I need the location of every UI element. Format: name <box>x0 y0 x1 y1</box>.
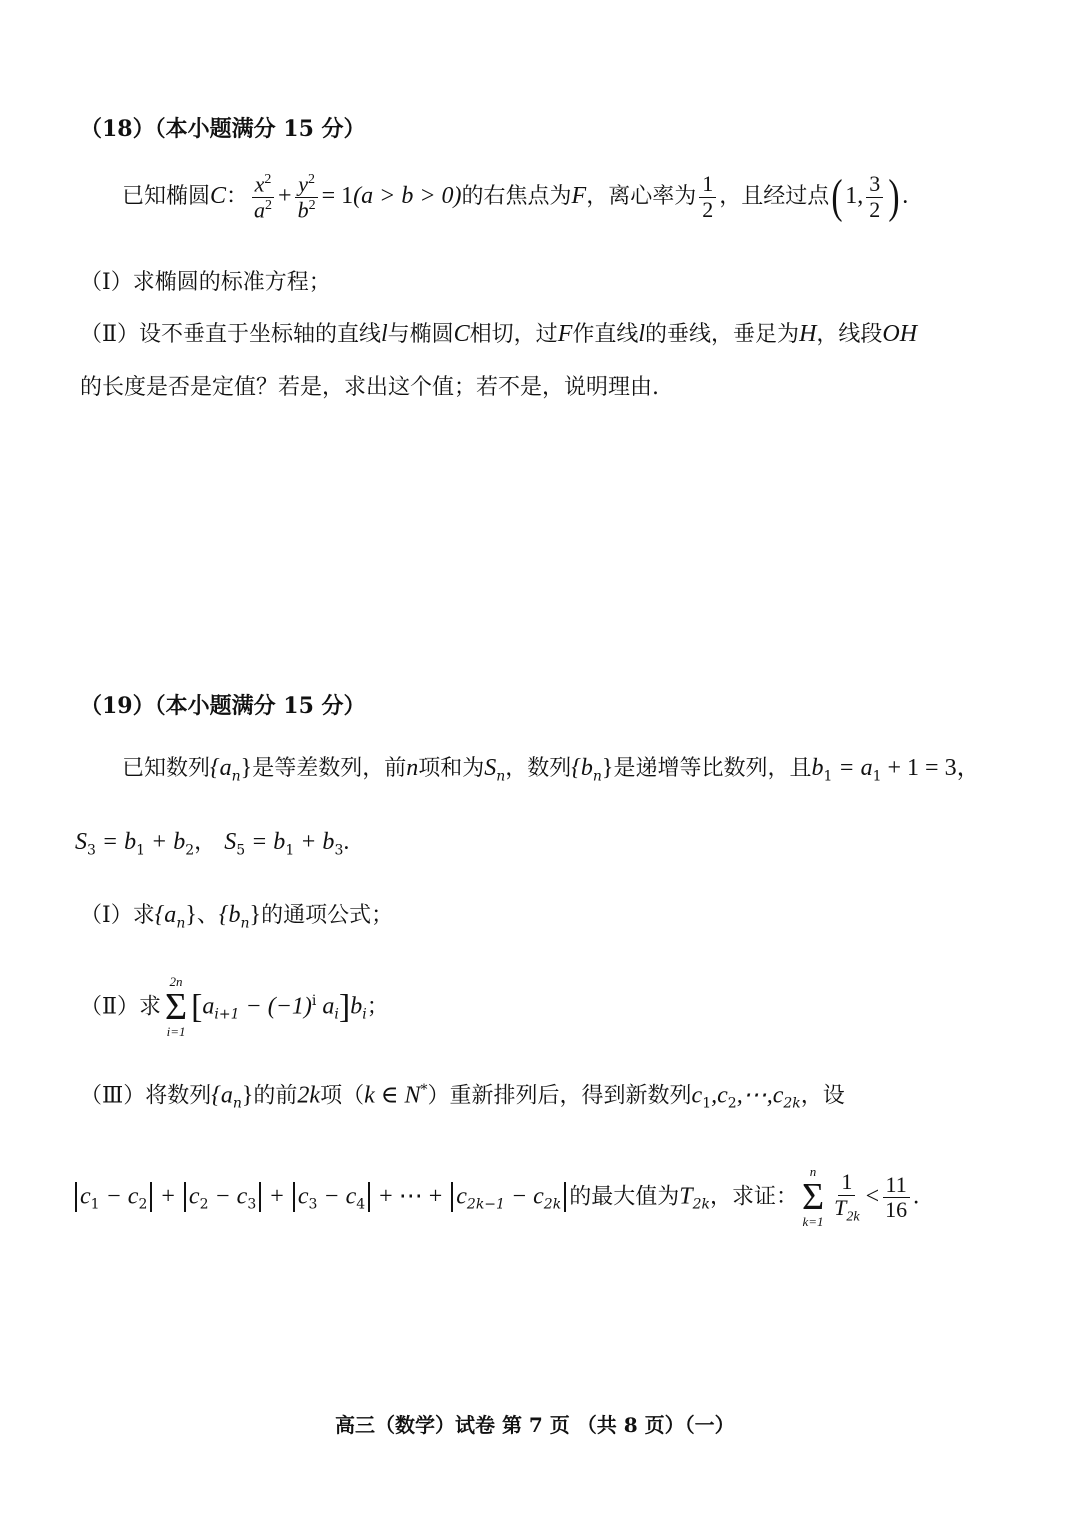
page-footer: 高三（数学）试卷 第 7 页 （共 8 页）（一） <box>335 1413 735 1437</box>
q18-part2-line2: 的长度是否是定值？若是，求出这个值；若不是，说明理由. <box>80 375 659 400</box>
q18-stem: 已知椭圆C： $\frac{x^2}{a^2}$ + $\frac{y^2}{b^2}$ = 1(a > b > 0)的右焦点为F，离心率为 $\frac{1}{2}$ ，且经过点(1, $\frac{3}{2}$ ). <box>122 170 909 224</box>
q19-part3-line2: $c_1 - c_2 + c_2 - c_3 + c_3 - c_4$ + ⋯ + $c_{2k-1} - c_{2k}$ 的最大值为$T_{2k}$，求证： n Σ k=1 $\frac{1}{T_{2k}}$ < $\frac{11}{16}$ . <box>72 1165 919 1230</box>
q18-part2: （Ⅱ）设不垂直于坐标轴的直线l与椭圆C相切，过F作直线l的垂线，垂足为H，线段OH <box>80 321 918 347</box>
q18-part1: （Ⅰ）求椭圆的标准方程； <box>80 270 331 295</box>
q19-header: （19）（本小题满分 15 分） <box>80 693 366 719</box>
q19-stem: 已知数列$\{a_n\}$是等差数列，前n项和为$S_n$，数列$\{b_n\}$是递增等比数列，且$b_1 = a_1 + 1 = 3$， <box>122 755 981 785</box>
q19-part2: （Ⅱ）求 2n Σ i=1 [$a_{i+1} - (-1)^i$ $a_i]b_i$； <box>80 974 389 1040</box>
q19-part3: （Ⅲ）将数列$\{a_n\}$的前2k项（k ∈ N*）重新排列后，得到新数列$c_1,c_2,\cdots,c_{2k}$，设 <box>80 1082 845 1112</box>
q19-part1: （Ⅰ）求$\{a_n\}$、$\{b_n\}$的通项公式； <box>80 902 394 932</box>
q19-stem-line2: $S_3 = b_1 + b_2$， $S_5 = b_1 + b_3$. <box>75 829 350 859</box>
q18-header: （18）（本小题满分 15 分） <box>80 116 366 142</box>
